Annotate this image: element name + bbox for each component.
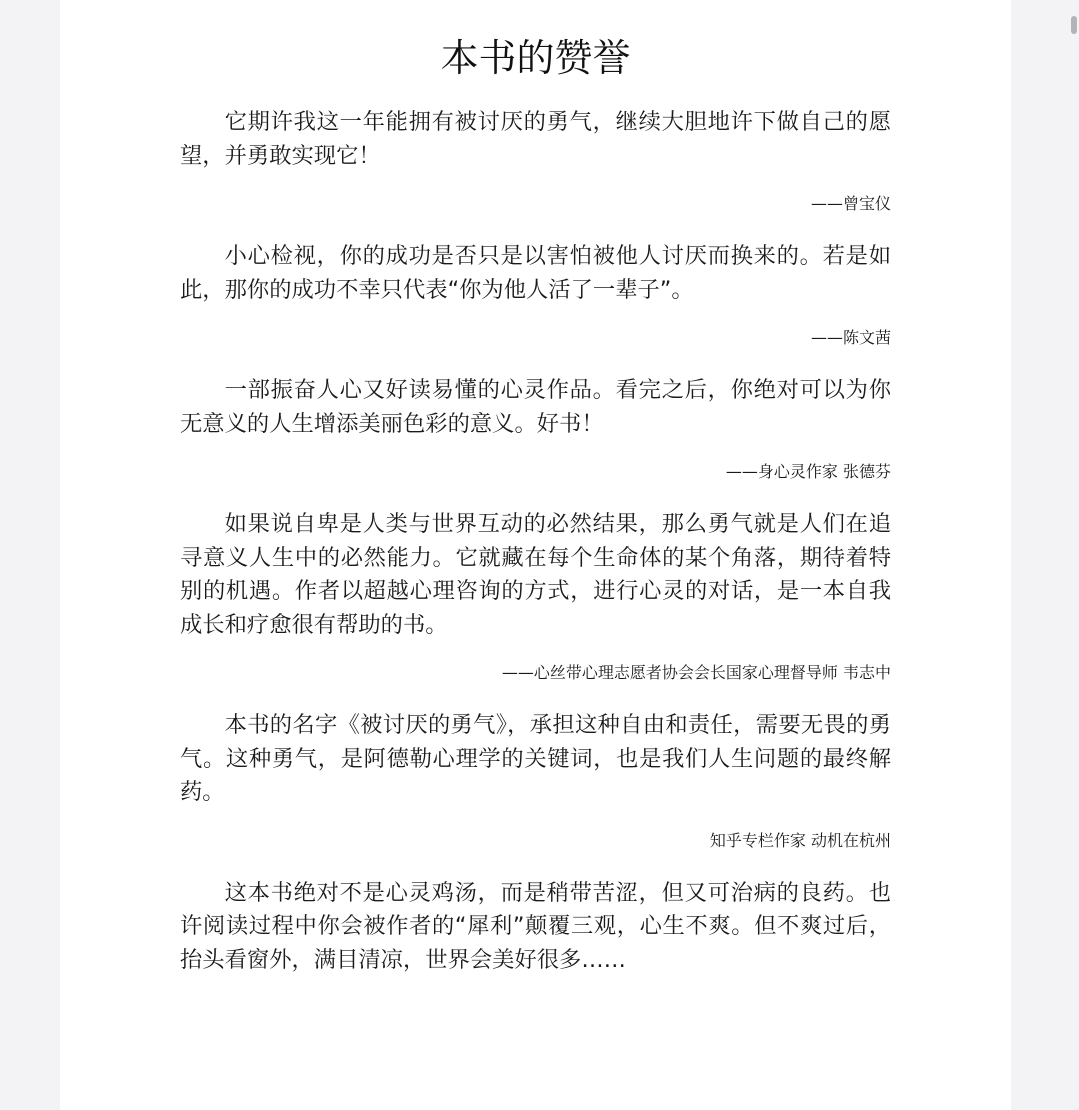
endorsement-attribution: 知乎专栏作家 动机在杭州 [709,830,891,850]
endorsement-attribution: ——曾宝仪 [810,194,891,213]
endorsement-text: 它期许我这一年能拥有被讨厌的勇气，继续大胆地许下做自己的愿望，并勇敢实现它！ [180,109,891,169]
vertical-scrollbar[interactable] [1069,0,1079,1110]
endorsement-text: 这本书绝对不是心灵鸡汤，而是稍带苦涩，但又可治病的良药。也许阅读过程中你会被作者的“犀利”颠覆三观，心生不爽。但不爽过后，抬头看窗外，满目清凉，世界会美好很多…… [180,879,891,973]
endorsement-attribution: ——心丝带心理志愿者协会会长国家心理督导师 韦志中 [501,663,891,682]
scrollbar-thumb[interactable] [1071,16,1077,34]
endorsement-list [180,106,891,977]
endorsement-attribution: ——陈文茜 [810,328,891,347]
endorsement-text: 如果说自卑是人类与世界互动的必然结果，那么勇气就是人们在追寻意义人生中的必然能力。它就藏在每个生命体的某个角落，期待着特别的机遇。作者以超越心理咨询的方式，进行心灵的对话，是一本自我成长和疗愈很有帮助的书。 [180,511,891,638]
endorsement-text: 一部振奋人心又好读易懂的心灵作品。看完之后，你绝对可以为你无意义的人生增添美丽色彩的意义。好书！ [180,377,891,437]
endorsement-text: 小心检视，你的成功是否只是以害怕被他人讨厌而换来的。若是如此，那你的成功不幸只代表“你为他人活了一辈子”。 [180,243,891,303]
page-title: 本书的赞誉 [440,36,631,80]
endorsement-text: 本书的名字《被讨厌的勇气》，承担这种自由和责任，需要无畏的勇气。这种勇气，是阿德勒心理学的关键词，也是我们人生问题的最终解药。 [180,712,891,805]
document-page [60,0,1011,1110]
endorsement-attribution: ——身心灵作家 张德芬 [725,462,891,481]
